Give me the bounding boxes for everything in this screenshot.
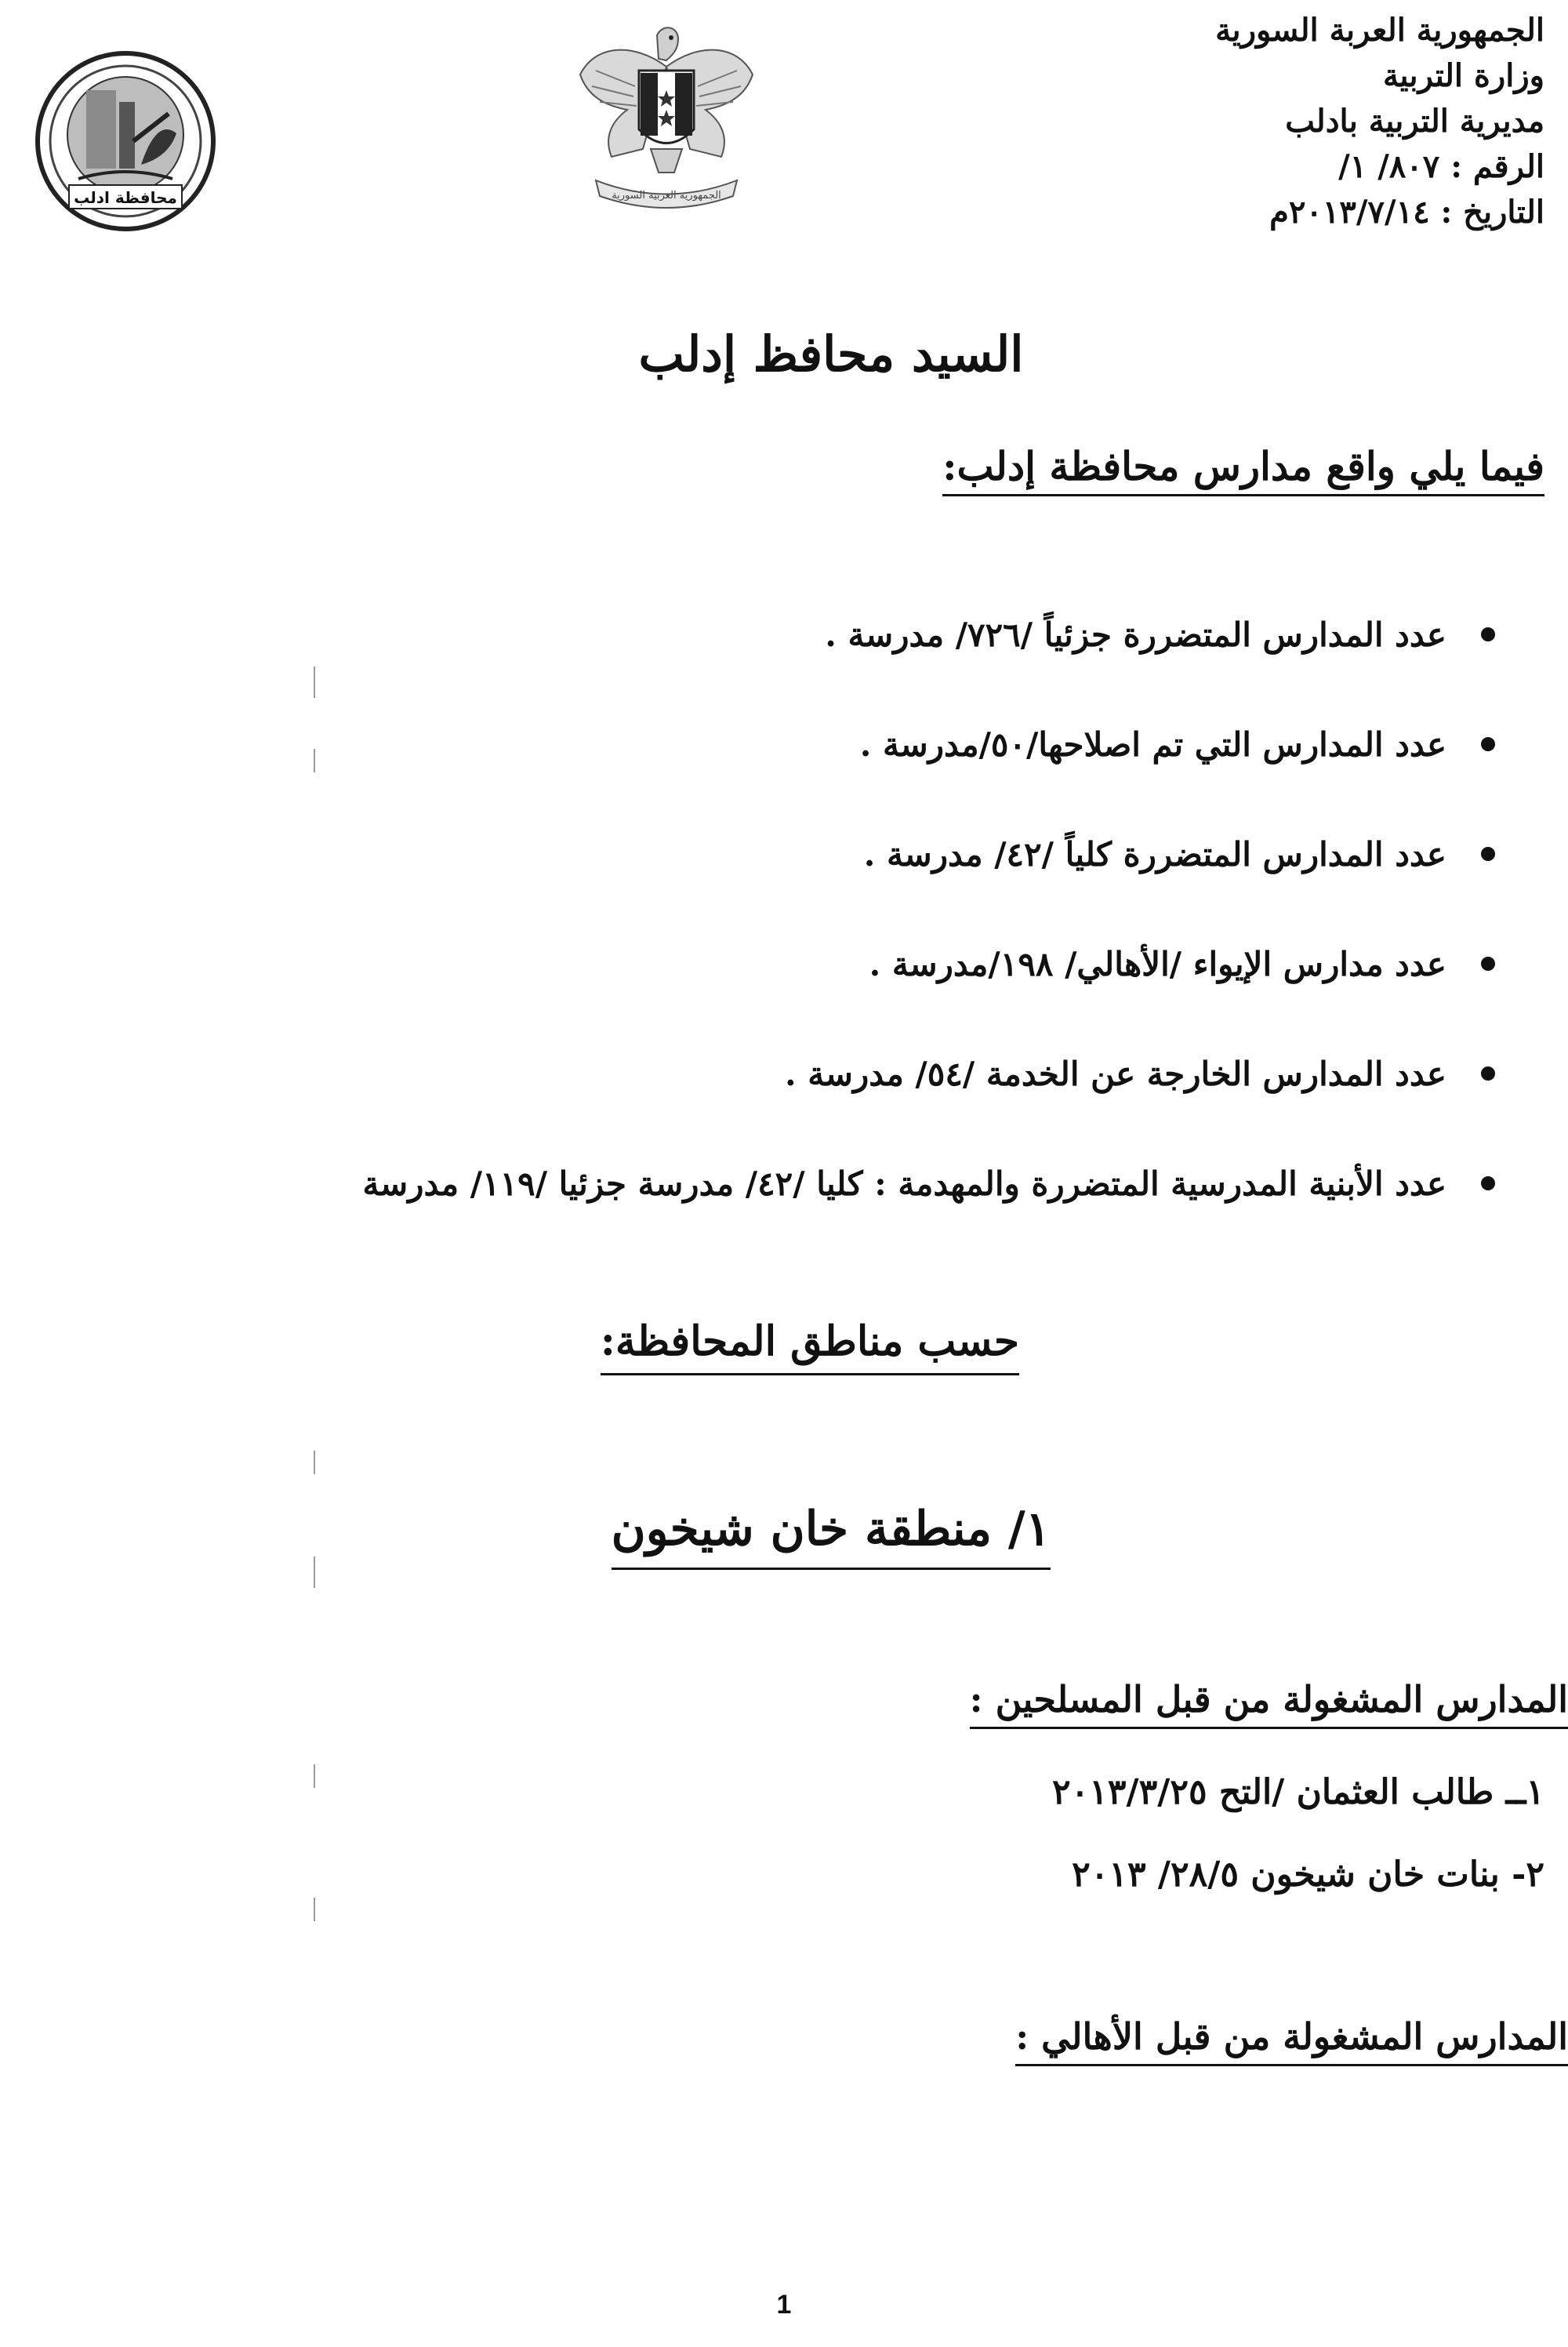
bullet-icon (1481, 847, 1495, 861)
scan-mark (314, 1451, 315, 1474)
scan-mark (314, 1764, 315, 1788)
list-item: عدد المدارس المتضررة كلياً /٤٢/ مدرسة . (129, 823, 1446, 933)
bullet-icon (1481, 1176, 1495, 1190)
bullet-icon (1481, 957, 1495, 971)
recipient-heading: السيد محافظ إدلب (638, 325, 1024, 383)
reference-number: الرقم : ٨٠٧/ ١/ (1338, 148, 1544, 185)
list-item: عدد الأبنية المدرسية المتضررة والمهدمة : كليا /٤٢/ مدرسة جزئيا /١١٩/ مدرسة (129, 1153, 1446, 1263)
region-heading: ١/ منطقة خان شيخون (612, 1502, 1051, 1570)
bullet-icon (1481, 737, 1495, 751)
document-date: التاريخ : ٢٠١٣/٧/١٤م (1269, 194, 1544, 231)
occupied-school-item: ٢- بنات خان شيخون ٢٨/٥/ ٢٠١٣ (1072, 1855, 1544, 1895)
bullet-icon (1481, 627, 1495, 641)
occupied-by-residents-heading: المدارس المشغولة من قبل الأهالي : (1015, 2015, 1568, 2066)
syrian-eagle-emblem (564, 12, 768, 216)
country-name: الجمهورية العربة السورية (1215, 12, 1544, 49)
letterhead (1058, 8, 1544, 235)
directorate-name: مديرية التربية بادلب (1285, 103, 1544, 140)
governorate-seal-logo (31, 47, 220, 235)
statistics-list (129, 604, 1446, 1263)
list-item: عدد المدارس المتضررة جزئياً /٧٢٦/ مدرسة . (129, 604, 1446, 714)
page-number: 1 (776, 2290, 792, 2320)
list-item: عدد مدارس الإيواء /الأهالي/ ١٩٨/مدرسة . (129, 933, 1446, 1043)
ministry-name: وزارة التربية (1382, 57, 1544, 94)
bullet-icon (1481, 1066, 1495, 1081)
scan-mark (314, 1557, 315, 1588)
list-item: عدد المدارس الخارجة عن الخدمة /٥٤/ مدرسة . (129, 1043, 1446, 1153)
list-item: عدد المدارس التي تم اصلاحها/٥٠/مدرسة . (129, 714, 1446, 823)
seal-text: محافظة ادلب (74, 188, 177, 207)
emblem-caption: الجمهورية العربية السورية (612, 190, 721, 202)
section-heading: حسب مناطق المحافظة: (601, 1317, 1019, 1375)
occupied-by-armed-heading: المدارس المشغولة من قبل المسلحين : (970, 1678, 1568, 1729)
intro-heading: فيما يلي واقع مدارس محافظة إدلب: (942, 443, 1544, 496)
occupied-school-item: ١ــ طالب العثمان /التح ٢٠١٣/٣/٢٥ (1052, 1772, 1544, 1812)
scan-mark (314, 1898, 315, 1921)
